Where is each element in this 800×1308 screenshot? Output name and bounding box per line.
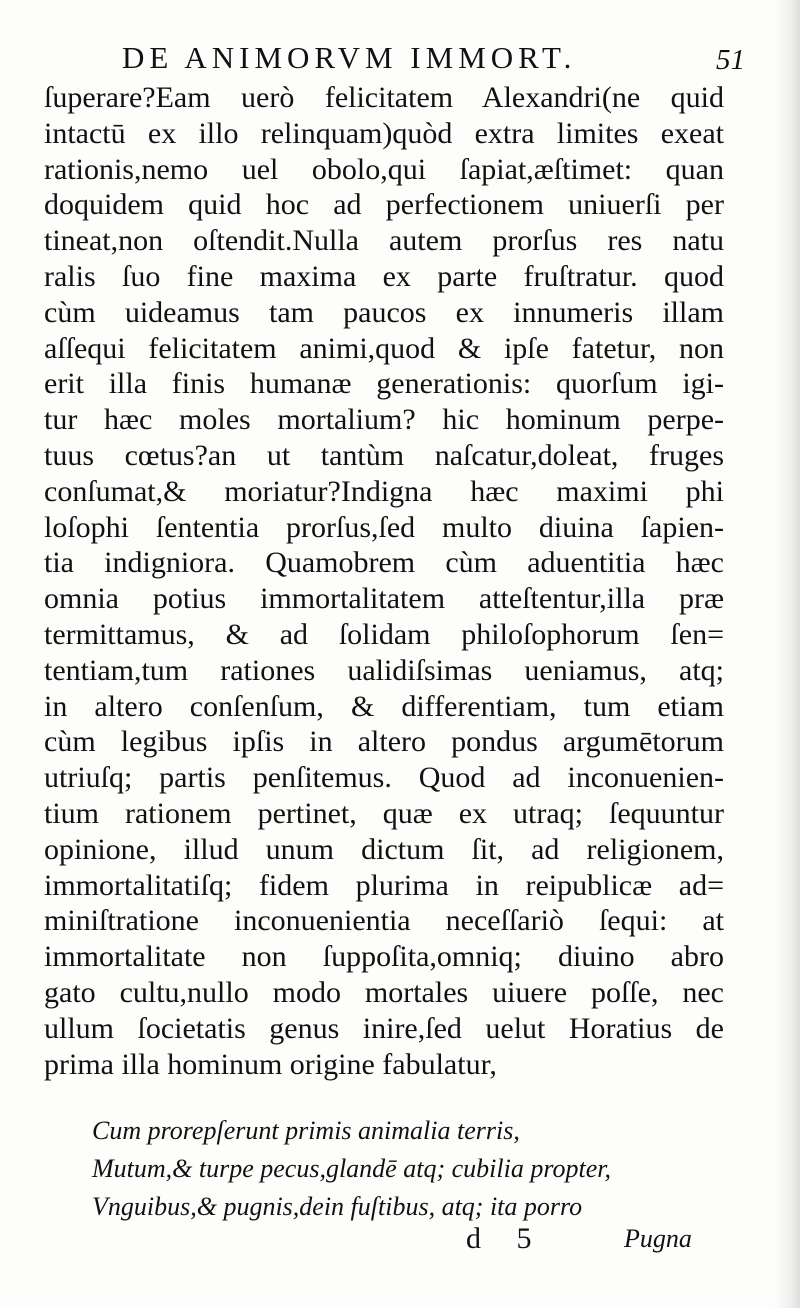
page-footer xyxy=(0,1222,800,1262)
page-edge-shadow xyxy=(774,0,800,1308)
text-line: aſſequi felicitatem animi,quod & ipſe fatetur, non xyxy=(44,331,724,365)
text-line: tentiam,tum rationes ualidiſsimas ueniamus, atq; xyxy=(44,653,724,687)
body-text xyxy=(44,80,724,1082)
text-line: ſuperare?Eam uerò felicitatem Alexandri(ne quid xyxy=(44,81,724,114)
verse-line: Mutum,& turpe pecus,glandē atq; cubilia propter, xyxy=(92,1154,611,1183)
running-title: DE ANIMORVM IMMORT. xyxy=(122,40,577,75)
text-line: doquidem quid hoc ad perfectionem uniuerſi per xyxy=(44,188,724,222)
text-line: utriuſq; partis penſitemus. Quod ad inconuenien- xyxy=(44,761,724,795)
verse-line: Cum prorepſerunt primis animalia terris, xyxy=(92,1116,520,1145)
text-line: prima illa hominum origine fabulatur, xyxy=(44,1047,497,1081)
text-line: ralis ſuo fine maxima ex parte fruſtratur. quod xyxy=(44,259,724,293)
text-line: cùm uideamus tam paucos ex innumeris illam xyxy=(44,295,724,329)
text-line: conſumat,& moriatur?Indigna hæc maximi phi xyxy=(44,474,724,508)
text-line: gato cultu,nullo modo mortales uiuere poſſe, nec xyxy=(44,975,724,1009)
signature-mark: d 5 xyxy=(466,1222,546,1255)
text-line: cùm legibus ipſis in altero pondus argumētorum xyxy=(44,725,724,759)
verse-line: Vnguibus,& pugnis,dein fuſtibus, atq; ita porro xyxy=(92,1192,583,1221)
text-line: in altero conſenſum, & differentiam, tum etiam xyxy=(44,689,724,723)
text-line: opinione, illud unum dictum ſit, ad religionem, xyxy=(44,832,724,866)
text-line: ullum ſocietatis genus inire,ſed uelut Horatius de xyxy=(44,1011,724,1045)
text-line: intactū ex illo relinquam)quòd extra limites exeat xyxy=(44,116,724,150)
text-line: rationis,nemo uel obolo,qui ſapiat,æſtimet: quan xyxy=(44,152,724,186)
text-line: immortalitatiſq; fidem plurima in reipublicæ ad= xyxy=(44,868,724,902)
text-line: termittamus, & ad ſolidam philoſophorum ſen= xyxy=(44,617,724,651)
page-number: 51 xyxy=(716,44,745,76)
text-line: immortalitate non ſuppoſita,omniq; diuino abro xyxy=(44,940,724,974)
text-line: tur hæc moles mortalium? hic hominum perpe- xyxy=(44,403,724,437)
catchword: Pugna xyxy=(624,1224,692,1253)
text-line: miniſtratione inconuenientia neceſſariò ſequi: at xyxy=(44,904,724,938)
text-line: tium rationem pertinet, quæ ex utraq; ſequuntur xyxy=(44,796,724,830)
text-line: tuus cœtus?an ut tantùm naſcatur,doleat, fruges xyxy=(44,438,724,472)
text-line: tia indigniora. Quamobrem cùm aduentitia hæc xyxy=(44,546,724,580)
text-line: erit illa finis humanæ generationis: quorſum igi- xyxy=(44,367,724,401)
verse-quotation xyxy=(92,1112,712,1226)
text-line: omnia potius immortalitatem atteſtentur,illa præ xyxy=(44,582,724,616)
text-line: loſophi ſententia prorſus,ſed multo diuina ſapien- xyxy=(44,510,724,544)
text-line: tineat,non oſtendit.Nulla autem prorſus res natu xyxy=(44,224,724,258)
